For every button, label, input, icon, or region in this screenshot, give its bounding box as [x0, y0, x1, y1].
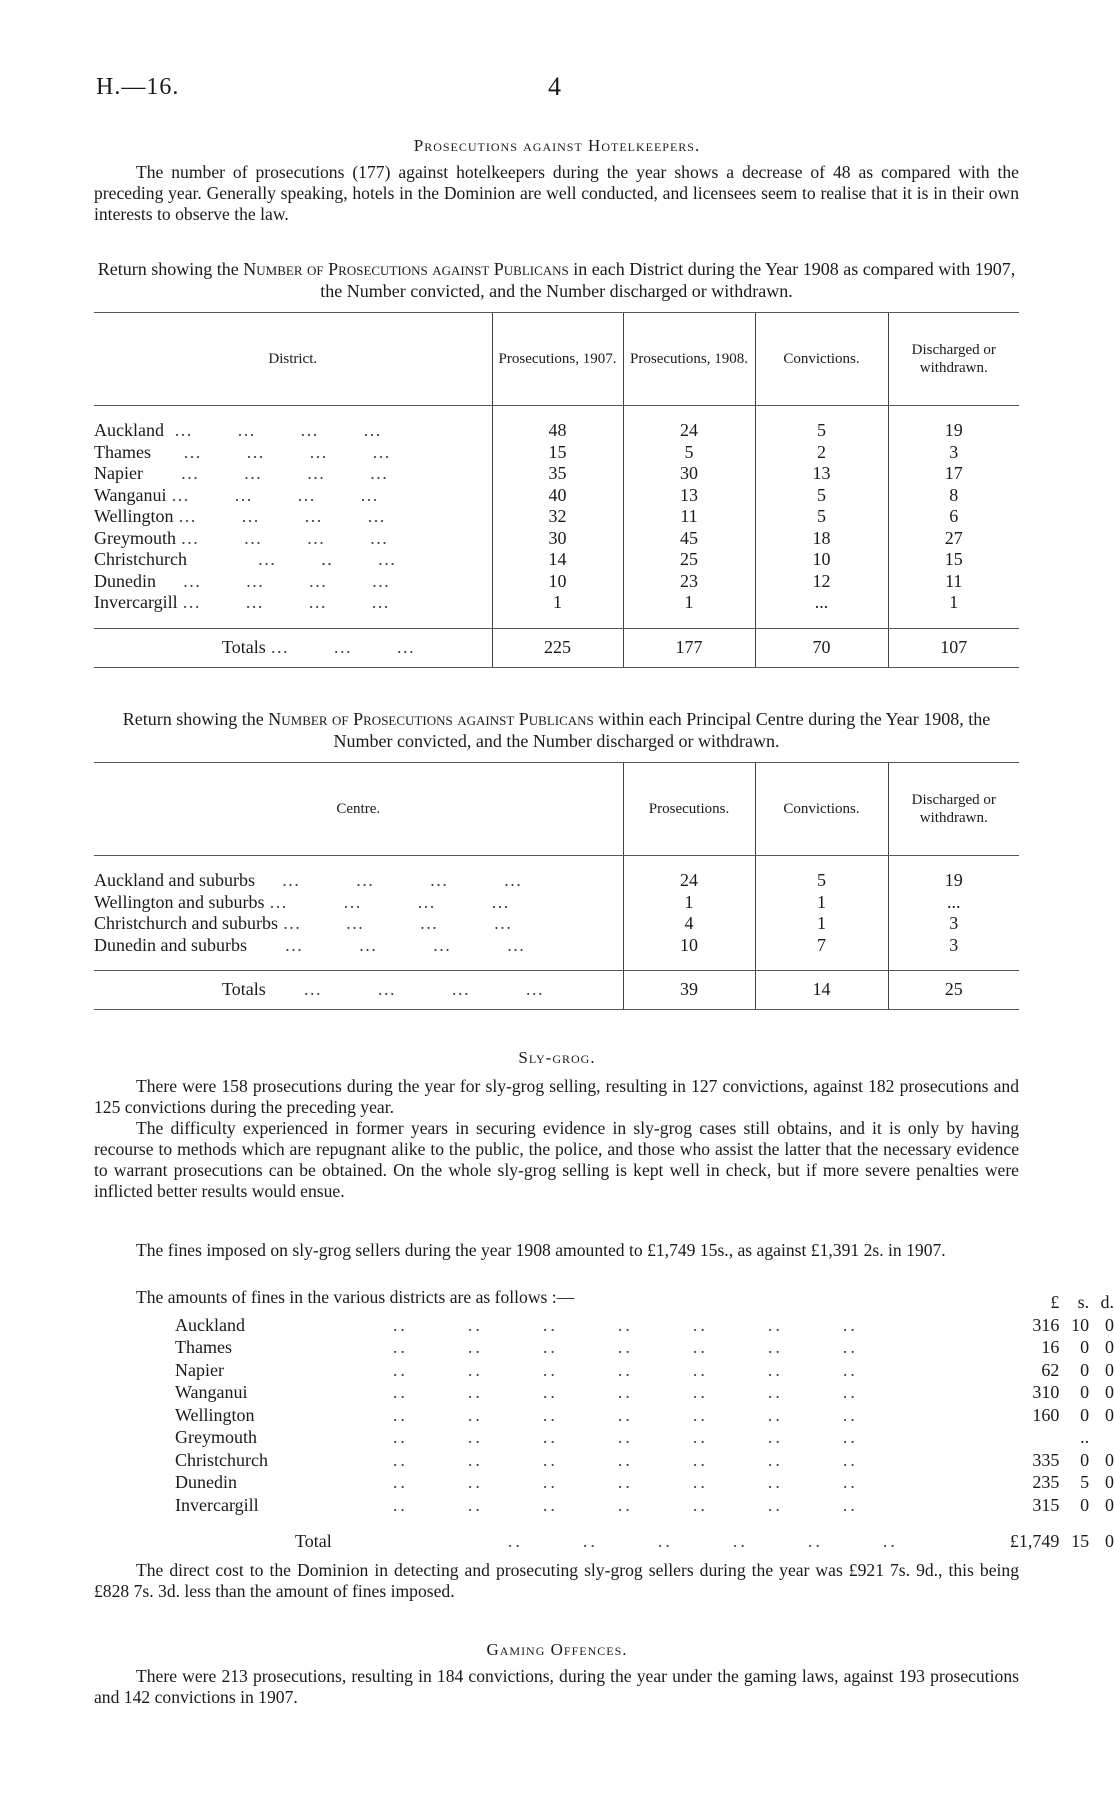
- col-header-centre: Centre.: [94, 763, 623, 856]
- col-header-discharged: Discharged or withdrawn.: [888, 313, 1019, 406]
- district-name: Napier: [94, 463, 143, 483]
- centre-name: Auckland and suburbs: [94, 870, 255, 890]
- table-row: Greymouth … … … … 30 45 18 27: [94, 528, 1019, 550]
- col-header-convictions: Convictions.: [755, 313, 888, 406]
- table2-caption: Return showing the Number of Prosecutions against Publicans within each Principal Centre during the Year 1908, the Number convicted, and the Number discharged or withdrawn.: [122, 709, 991, 751]
- fines-row: Wanganui .. .. .. .. .. .. .. 310 0 0: [175, 1382, 1114, 1402]
- district-name: Thames: [94, 441, 151, 462]
- col-header-prosecutions-1907: Prosecutions, 1907.: [492, 313, 623, 406]
- table-row: Christchurch … ‥ … 14 25 10 15: [94, 549, 1019, 571]
- fines-table: [175, 1291, 1114, 1553]
- report-code: H.—16.: [96, 74, 180, 100]
- totals-row: Totals … … … … 39 14 25: [94, 971, 1019, 1010]
- slygrog-paragraph-4: The direct cost to the Dominion in detecting and prosecuting sly-grog sellers during the year was £921 7s. 9d., this being £828 7s. 3d. less than the amount of fines imposed.: [94, 1560, 1019, 1601]
- district-name: Invercargill: [94, 592, 178, 612]
- table-row: Wellington and suburbs … … … … 1 1 ...: [94, 892, 1019, 914]
- slygrog-paragraph-3: The fines imposed on sly-grog sellers during the year 1908 amounted to £1,749 15s., as against £1,391 2s. in 1907.: [136, 1240, 946, 1260]
- pence-unit: d.: [1100, 1292, 1114, 1312]
- fines-intro: The amounts of fines in the various districts are as follows :—: [136, 1287, 575, 1307]
- fines-row: Greymouth .. .. .. .. .. .. .. ..: [175, 1427, 1090, 1447]
- fines-total-label: Total: [295, 1531, 332, 1551]
- totals-label: Totals: [222, 636, 266, 657]
- table-row: Auckland and suburbs … … … … 24 5 19: [94, 870, 1019, 892]
- fines-row: Christchurch .. .. .. .. .. .. .. 335 0 0: [175, 1449, 1114, 1470]
- shillings-unit: s.: [1077, 1292, 1090, 1312]
- slygrog-paragraph-1: There were 158 prosecutions during the year for sly-grog selling, resulting in 127 convictions, against 182 prosecutions and 125 convictions during the preceding year.: [94, 1076, 1019, 1117]
- page-number: 4: [548, 72, 561, 101]
- gaming-paragraph: There were 213 prosecutions, resulting in 184 convictions, during the year under the gaming laws, against 193 prosecutions and 142 convictions in 1907.: [94, 1666, 1019, 1707]
- table-row: Auckland … … … … 48 24 5 19: [94, 420, 1019, 442]
- district-name: Auckland: [94, 420, 164, 440]
- table-row: Thames … … … … 15 5 2 3: [94, 442, 1019, 464]
- slygrog-paragraph-2: The difficulty experienced in former years in securing evidence in sly-grog cases still obtains, and it is only by having recourse to methods which are repugnant alike to the public, the police, and those who assist the latter that the necessary evidence to warrant prosecutions can be obtained. On the whole sly-grog selling is kept well in check, but if more severe penalties were inflicted better results would ensue.: [94, 1118, 1019, 1201]
- fines-total-row: Total .. .. .. .. .. .. £1,749 15 0: [175, 1530, 1114, 1553]
- table-row: Napier … … … … 35 30 13 17: [94, 463, 1019, 485]
- fines-row: Thames .. .. .. .. .. .. .. 16 0 0: [175, 1337, 1114, 1357]
- fines-row: Dunedin .. .. .. .. .. .. .. 235 5 0: [175, 1472, 1114, 1492]
- fines-row: Auckland .. .. .. .. .. .. .. 316 10 0: [175, 1314, 1114, 1335]
- centre-prosecutions-table: [94, 762, 1019, 1010]
- centre-name: Christchurch and suburbs: [94, 913, 278, 933]
- prosecutions-paragraph: The number of prosecutions (177) against hotelkeepers during the year shows a decrease of 48 as compared with the preceding year. Generally speaking, hotels in the Dominion are well conducted, and licensees seem to realise that it is in their own interests to observe the law.: [94, 162, 1019, 224]
- table-row: Wanganui … … … … 40 13 5 8: [94, 485, 1019, 507]
- col-header-prosecutions: Prosecutions.: [623, 763, 755, 856]
- table-row: Invercargill … … … … 1 1 ... 1: [94, 592, 1019, 614]
- section-title-prosecutions: Prosecutions against Hotelkeepers.: [413, 136, 701, 155]
- col-header-convictions: Convictions.: [755, 763, 888, 856]
- district-name: Christchurch: [94, 549, 187, 569]
- table-row: Christchurch and suburbs … … … … 4 1 3: [94, 913, 1019, 935]
- district-name: Greymouth: [94, 527, 176, 548]
- col-header-prosecutions-1908: Prosecutions, 1908.: [623, 313, 755, 406]
- fines-row: Napier .. .. .. .. .. .. .. 62 0 0: [175, 1359, 1114, 1380]
- fines-row: Invercargill .. .. .. .. .. .. .. 315 0 0: [175, 1494, 1114, 1515]
- centre-name: Dunedin and suburbs: [94, 934, 247, 955]
- district-prosecutions-table: [94, 312, 1019, 668]
- fines-units-row: [175, 1291, 1114, 1314]
- col-header-district: District.: [94, 313, 492, 406]
- table-header-row: [94, 313, 1019, 406]
- table-header-row: [94, 763, 1019, 856]
- totals-label: Totals: [222, 979, 266, 1000]
- table-row: Wellington … … … … 32 11 5 6: [94, 506, 1019, 528]
- district-name: Dunedin: [94, 570, 156, 591]
- col-header-discharged: Discharged or withdrawn.: [888, 763, 1019, 856]
- table1-caption: Return showing the Number of Prosecutions against Publicans in each District during the Year 1908 as compared with 1907, the Number convicted, and the Number discharged or withdrawn.: [97, 259, 1016, 301]
- district-name: Wanganui: [94, 484, 167, 505]
- district-name: Wellington: [94, 506, 174, 526]
- section-title-gaming: Gaming Offences.: [486, 1640, 628, 1659]
- table-row: Dunedin and suburbs … … … … 10 7 3: [94, 935, 1019, 957]
- table-row: Dunedin … … … … 10 23 12 11: [94, 571, 1019, 593]
- totals-row: Totals … … … 225 177 70 107: [94, 628, 1019, 667]
- fines-row: Wellington .. .. .. .. .. .. .. 160 0 0: [175, 1404, 1114, 1425]
- centre-name: Wellington and suburbs: [94, 891, 265, 912]
- pounds-unit: £: [1050, 1292, 1060, 1312]
- section-title-slygrog: Sly-grog.: [518, 1048, 596, 1067]
